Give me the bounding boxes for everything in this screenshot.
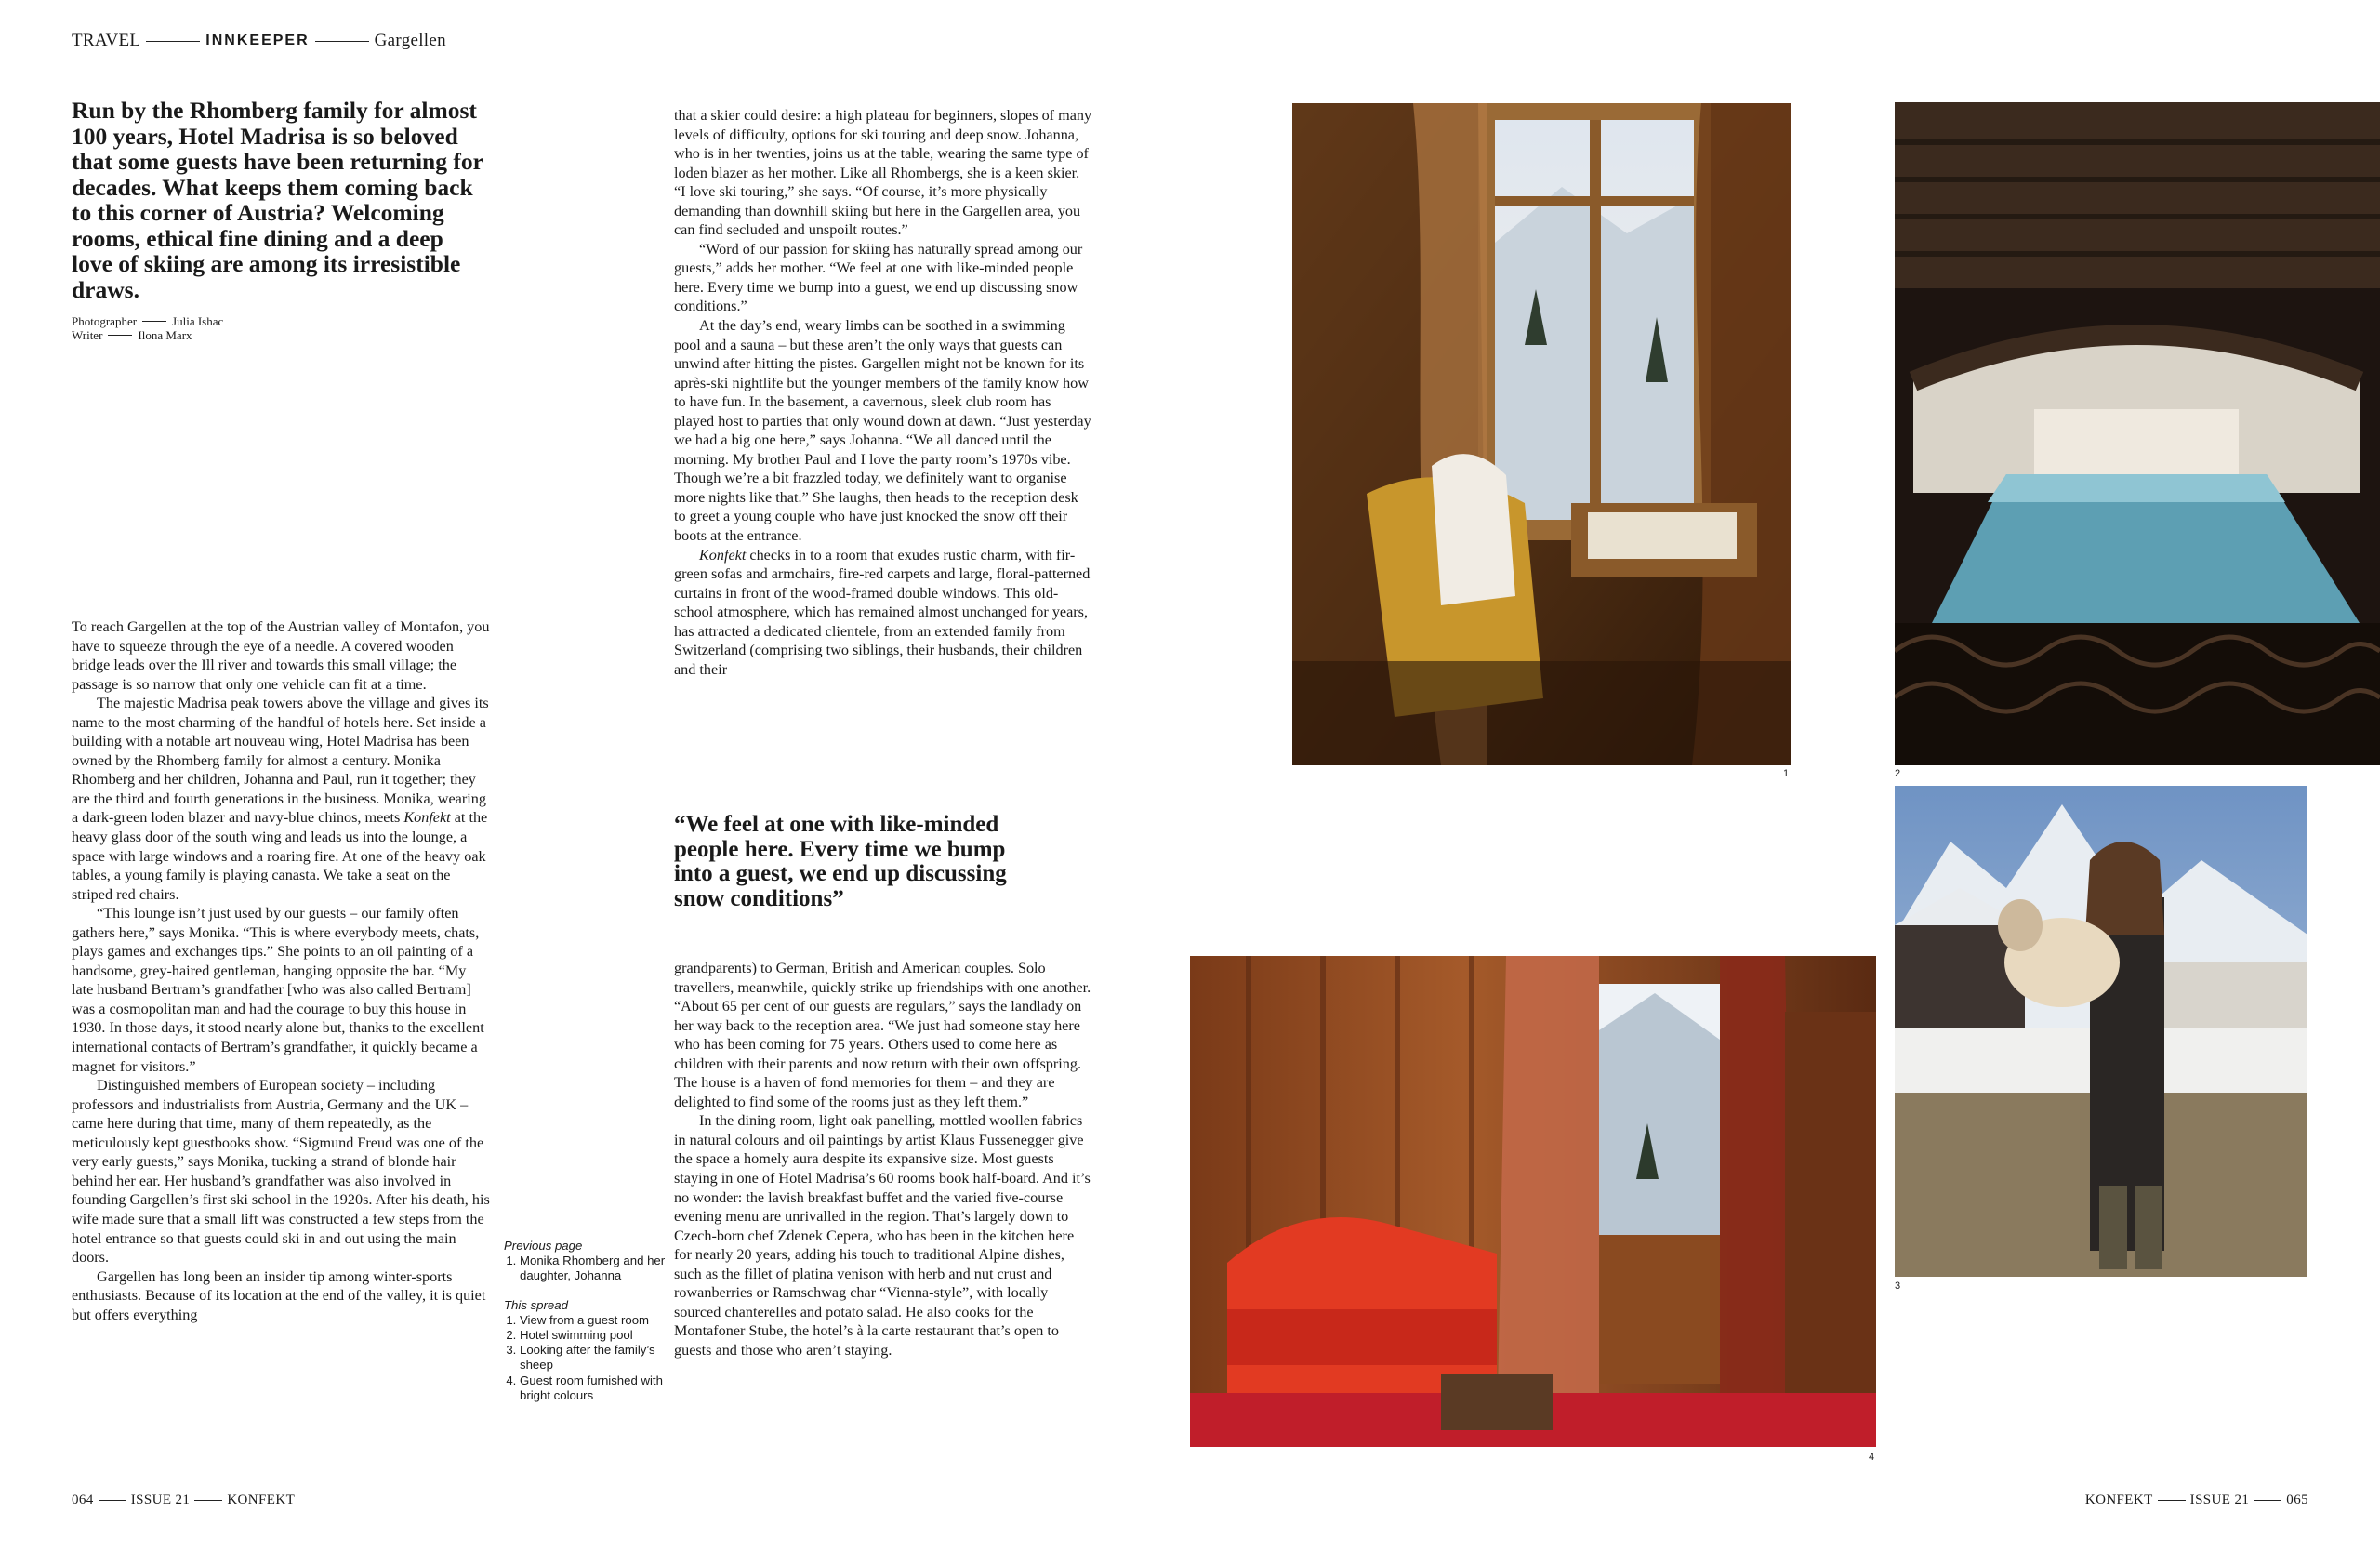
header-rule xyxy=(146,41,200,42)
folio-rule xyxy=(194,1500,222,1501)
credits xyxy=(72,314,223,342)
photo-swimming-pool xyxy=(1895,102,2380,765)
body-paragraph: “Word of our passion for skiing has naturally spread among our guests,” adds her mother. “We feel at one with like-minded people here. Every time we bump into a guest, we end up discussing snow conditions.” xyxy=(674,240,1083,315)
caption-item: 4. Guest room furnished with bright colours xyxy=(520,1373,667,1403)
photo-4-image xyxy=(1190,956,1876,1447)
caption-list-spread xyxy=(504,1313,667,1403)
magazine-name: KONFEKT xyxy=(2084,1492,2153,1507)
photographer-label: Photographer xyxy=(72,314,138,328)
caption-item: 2. Hotel swimming pool xyxy=(520,1328,667,1343)
folio-rule xyxy=(2254,1500,2281,1501)
body-paragraph: The majestic Madrisa peak towers above the village and gives its name to the most charming of the handful of hotels here. Set inside a building with a notable art nouveau wing, Hotel Madrisa has been owned by the Rhomberg family for almost a century. Monika Rhomberg and her children, Johanna and Paul, run it together; they are the third and fourth generations in the business. Monika, wearing a dark-green loden blazer and navy-blue chinos, meets Konfekt at the heavy glass door of the south wing and leads us into the lounge, a space with large windows and a roaring fire. At one of the heavy oak tables, a young family is playing canasta. We take a seat on the striped red chairs. xyxy=(72,695,489,903)
photo-1-image xyxy=(1292,103,1791,765)
body-paragraph: grandparents) to German, British and American couples. Solo travellers, meanwhile, quickly strike up friendships with one another. “About 65 per cent of our guests are regulars,” says the landlady on her way back to the reception area. “We just had someone stay here who has been coming for 75 years. Others used to come here as children with their parents and now return with their own offspring. The house is a haven of fond memories for them – and they are delighted to find some of the rooms just as they left them.” xyxy=(674,960,1091,1110)
section-label: TRAVEL xyxy=(72,31,141,50)
body-paragraph: “This lounge isn’t just used by our guests – our family often gathers here,” says Monika. “This is where everybody meets, chats, plays games and exchanges tips.” She points to an oil painting of a handsome, grey-haired gentleman, hanging opposite the bar. “My late husband Bertram’s grandfather [who was also called Bertram] was a cosmopolitan man and had the courage to buy this house in 1930. In those days, it stood nearly alone but, thanks to the excellent international contacts of Bertram’s grandfather, it quickly became a magnet for visitors.” xyxy=(72,905,484,1075)
standfirst: Run by the Rhomberg family for almost 100 years, Hotel Madrisa is so beloved that some guests have been returning for decades. What keeps them coming back to this corner of Austria? Welcoming rooms, ethical fine dining and a deep love of skiing are among its irresistible draws. xyxy=(72,97,483,303)
caption-item: 3. Looking after the family’s sheep xyxy=(520,1343,667,1373)
body-paragraph: Konfekt checks in to a room that exudes rustic charm, with fir-green sofas and armchairs, fire-red carpets and large, floral-patterned curtains in front of the wood-framed double windows. This old-school atmosphere, which has remained almost unchanged for years, has attracted a dedicated clientele, from an extended family from Switzerland (comprising two siblings, their husbands, their children and their xyxy=(674,546,1091,678)
caption-item: 1. View from a guest room xyxy=(520,1313,667,1328)
body-paragraph: Gargellen has long been an insider tip among winter-sports enthusiasts. Because of its location at the end of the valley, it is quiet but offers everything xyxy=(72,1267,486,1323)
body-paragraph: In the dining room, light oak panelling, mottled woollen fabrics in natural colours and oil paintings by artist Klaus Fussenegger give the space a homely aura despite its expansive size. Most guests staying in one of Hotel Madrisa’s 60 rooms book half-board. And it’s no wonder: the lavish breakfast buffet and the varied five-course evening menu are unrivalled in the region. That’s largely down to Czech-born chef Zdenek Cepera, who has been in the kitchen here for nearly 20 years, adding his touch to traditional Alpine dishes, such as the fillet of platina venison with herb and nut crust and rowanberries or Ramschwag char “Vienna-style”, with locally sourced chanterelles and potato salad. He also cooks for the Montafoner Stube, the hotel’s à la carte restaurant that’s open to guests and those who aren’t staying. xyxy=(674,1112,1091,1359)
folio-rule xyxy=(99,1500,126,1501)
body-paragraph: At the day’s end, weary limbs can be soothed in a swimming pool and a sauna – but these aren’t the only ways that guests can unwind after hitting the pistes. Gargellen might not be known for its après-ski nightlife but the younger members of the family know how to have fun. In the basement, a cavernous, sleek club room has played host to parties that only wound down at dawn. “Just yesterday we had a big one here,” says Johanna. “We all danced until the morning. My brother Paul and I love the party room’s 1970s vibe. Though we’re a bit frazzled today, we definitely want to organise more nights like that.” She laughs, then heads to the reception desk to greet a young couple who have just knocked the snow off their boots at the entrance. xyxy=(674,317,1091,545)
writer-credit xyxy=(72,328,223,342)
photo-number: 4 xyxy=(1869,1452,1875,1463)
caption-list-previous xyxy=(504,1254,667,1283)
section-header xyxy=(72,31,446,51)
folio-right xyxy=(2085,1492,2308,1508)
issue-label: ISSUE 21 xyxy=(2189,1492,2250,1507)
body-paragraph: Distinguished members of European society – including professors and industrialists from Austria, Germany and the UK – came here during that time, many of them repeatedly, as the meticulously kept guestbooks show. “Sigmund Freud was one of the very early guests,” says Monika, tucking a strand of blonde hair behind her ear. Her husband’s grandfather was also involved in founding Gargellen’s first ski school in the 1920s. After his death, his wife made sure that a small lift was constructed a few steps from the hotel entrance so that guests could ski in and out using the main doors. xyxy=(72,1077,490,1267)
body-column-2-bottom xyxy=(674,959,1092,1360)
photo-number: 2 xyxy=(1895,768,1901,779)
photo-red-sofa-room xyxy=(1190,956,1876,1447)
body-paragraph: that a skier could desire: a high plateau for beginners, slopes of many levels of difficulty, options for ski touring and deep snow. Johanna, who is in her twenties, joins us at the table, wearing the same type of loden blazer as her mother. Like all Rhombergs, she is a keen skier. “I love ski touring,” she says. “Of course, it’s more physically demanding than downhill skiing but here in the Gargellen area, you can find secluded and unspoilt routes.” xyxy=(674,107,1092,239)
photo-2-image xyxy=(1895,102,2380,765)
photo-woman-with-sheep xyxy=(1895,786,2307,1277)
issue-label: ISSUE 21 xyxy=(130,1492,191,1507)
writer-label: Writer xyxy=(72,328,103,342)
photo-3-image xyxy=(1895,786,2307,1277)
body-paragraph: To reach Gargellen at the top of the Austrian valley of Montafon, you have to squeeze through the eye of a needle. A covered wooden bridge leads over the Ill river and towards this small village; the passage is so narrow that only one vehicle can fit at a time. xyxy=(72,618,490,693)
photo-captions xyxy=(504,1239,667,1403)
photo-number: 3 xyxy=(1895,1280,1901,1292)
magazine-name: KONFEKT xyxy=(227,1492,296,1507)
body-column-1 xyxy=(72,617,490,1324)
photo-guest-room-window xyxy=(1292,103,1791,765)
credit-rule xyxy=(142,321,166,322)
caption-heading-previous: Previous page xyxy=(504,1239,583,1253)
photo-number: 1 xyxy=(1783,768,1790,779)
caption-item: 1. Monika Rhomberg and her daughter, Johanna xyxy=(520,1254,667,1283)
place-label: Gargellen xyxy=(374,31,446,50)
photographer-name: Julia Ishac xyxy=(172,314,224,328)
credit-rule xyxy=(108,335,132,336)
photographer-credit xyxy=(72,314,223,328)
pull-quote: “We feel at one with like-minded people here. Every time we bump into a guest, we end up discussing snow conditions” xyxy=(674,812,1007,911)
header-rule xyxy=(315,41,369,42)
body-column-2-top xyxy=(674,106,1092,679)
folio-left xyxy=(72,1492,295,1508)
folio-rule xyxy=(2158,1500,2186,1501)
magazine-name-italic: Konfekt xyxy=(699,546,747,564)
magazine-name-italic: Konfekt xyxy=(403,809,451,827)
writer-name: Ilona Marx xyxy=(138,328,192,342)
page-number: 064 xyxy=(72,1492,94,1507)
kicker-label: INNKEEPER xyxy=(205,33,310,48)
page-number: 065 xyxy=(2286,1492,2308,1507)
caption-heading-spread: This spread xyxy=(504,1297,568,1312)
